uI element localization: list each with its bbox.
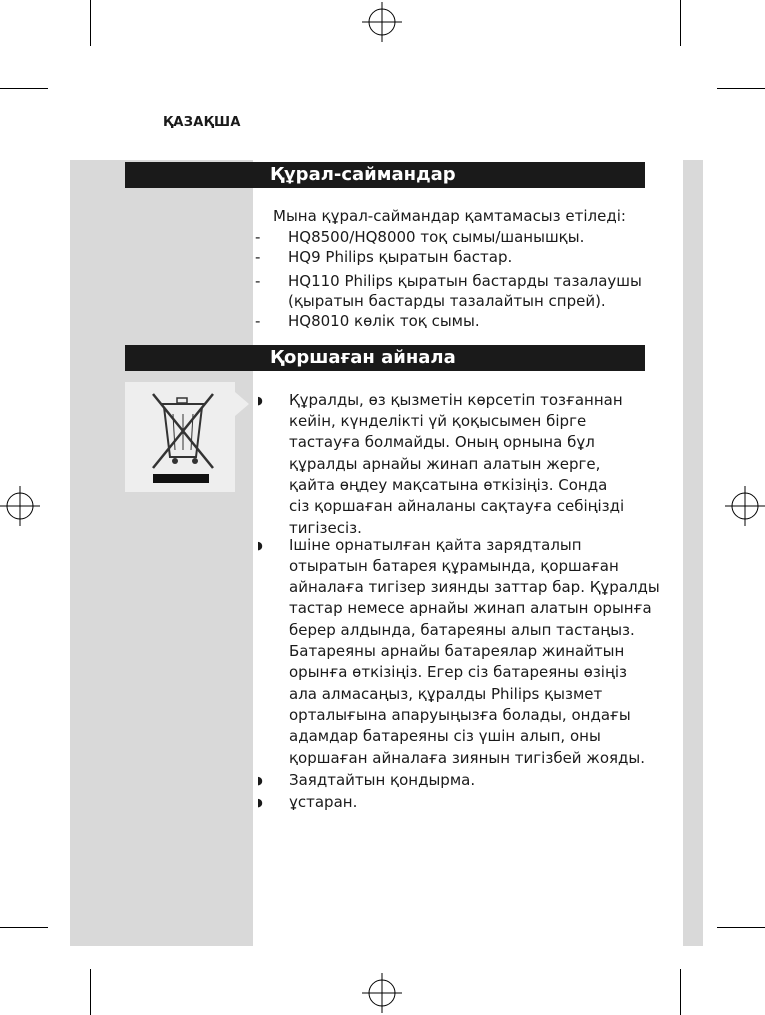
bullet-icon: ◗ [257,796,263,809]
bullet-icon: ◗ [257,394,263,407]
crop-mark [0,88,48,89]
env-line: орынға өткізіңіз. Егер сіз батареяны өзіңіз [289,663,628,681]
accessory-item: HQ9 Philips қыратын бастар. [288,248,513,266]
accessory-item: HQ8010 көлік тоқ сымы. [288,312,480,330]
env-line: құралды арнайы жинап алатын жерге, [289,455,601,473]
accessories-intro: Мына құрал-саймандар қамтамасыз етіледі: [273,207,626,225]
list-dash: - [255,228,261,246]
language-header: ҚАЗАҚША [163,115,241,130]
crop-mark [680,0,681,46]
section-title-accessories: Құрал-саймандар [270,164,456,185]
section-bar-accessories [125,162,645,188]
env-line: орталығына апаруыңызға болады, ондағы [289,706,631,724]
bullet-icon: ◗ [257,774,263,787]
accessory-item-continued: (қыратын бастарды тазалайтын спрей). [288,292,606,310]
env-line: ала алмасаңыз, құралды Philips қызмет [289,685,603,703]
env-line: қоршаған айналаға зиянын тигізбей жояды. [289,749,646,767]
env-line: Ішіне орнатылған қайта зарядталып [289,536,582,554]
section-title-environment: Қоршаған айнала [270,347,456,368]
crop-mark [0,927,48,928]
crop-mark [90,969,91,1015]
registration-mark-icon [362,2,402,42]
env-line: берер алдында, батареяны алып тастаңыз. [289,621,635,639]
env-line: Құралды, өз қызметін көрсетіп тозғаннан [289,391,623,409]
env-line: ұстаран. [289,793,358,811]
pointer-triangle-icon [235,392,249,416]
recycle-icon-box [125,382,235,492]
crossed-out-wheelie-bin-icon [125,382,235,492]
section-bar-environment [125,345,645,371]
left-gray-panel [70,160,253,946]
registration-mark-icon [725,486,765,526]
list-dash: - [255,248,261,266]
bullet-icon: ◗ [257,539,263,552]
env-line: адамдар батареяны сіз үшін алып, оны [289,727,601,745]
env-line: тастар немесе арнайы жинап алатын орынға [289,599,652,617]
env-line: айналаға тигізер зиянды заттар бар. Құралды [289,578,660,596]
registration-mark-icon [0,486,40,526]
env-line: сіз қоршаған айналаны сақтауға себіңізді [289,497,625,515]
crop-mark [90,0,91,46]
env-line: Заядтайтын қондырма. [289,771,476,789]
env-line: отыратын батарея құрамында, қоршаған [289,557,619,575]
accessory-item: HQ110 Philips қыратын бастарды тазалаушы [288,272,642,290]
env-line: қайта өңдеу мақсатына өткізіңіз. Сонда [289,476,608,494]
crop-mark [680,969,681,1015]
env-line: Батареяны арнайы батареялар жинайтын [289,642,625,660]
crop-mark [717,927,765,928]
crop-mark [717,88,765,89]
env-line: тастауға болмайды. Оның орнына бұл [289,433,595,451]
env-line: кейін, күнделікті үй қоқысымен бірге [289,412,587,430]
env-line: тигізесіз. [289,519,362,537]
list-dash: - [255,312,261,330]
list-dash: - [255,272,261,290]
right-gray-strip [683,160,703,946]
registration-mark-icon [362,973,402,1013]
accessory-item: HQ8500/HQ8000 тоқ сымы/шанышқы. [288,228,585,246]
